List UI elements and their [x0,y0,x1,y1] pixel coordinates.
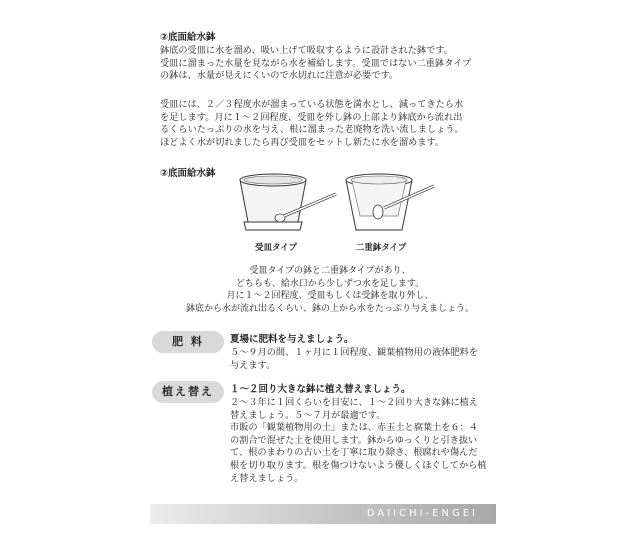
fertilizer-body: ５～９月の間、１ヶ月に１回程度、観葉植物用の液体肥料を 与えます。 [230,347,479,371]
section1-para1: 鉢底の受皿に水を溜め、吸い上げて吸収するように設計された鉢です。 受皿に溜まった水量を見ながら水を補給します。受皿ではない二重鉢タイプ の鉢は、水量が見えにくいので水切れに注意が必要です。 [160,45,472,82]
saucer-pot-illustration [232,168,342,246]
fertilizer-title: 夏場に肥料を与えましょう。 [230,334,354,345]
section2-heading: ②底面給水鉢 [160,168,216,179]
repot-label: 植え替え [152,381,224,403]
double-pot-caption: 二重鉢タイプ [355,243,407,253]
brand-name: DAIICHI-ENGEI [366,508,478,519]
footer-bar [150,504,496,524]
repot-title: １～２回り大きな鉢に植え替えましょう。 [230,384,411,395]
section1-para2: 受皿には、２／３程度水が溜まっている状態を満水とし、減ってきたら水 を足します。月に１～２回程度、受皿を外し鉢の上部より鉢底から流れ出 るくらいたっぷりの水を与え、根に溜まった老廃物を洗い流しましょう。 ほどよく水が切れましたら再び受皿をセットし新たに水を溜めます。 [160,99,464,148]
fertilizer-label: 肥 料 [152,331,224,353]
section2-text: 受皿タイプの鉢と二重鉢タイプがあり、 どちらも、給水口から少しずつ水を足します。 月に１～２回程度、受皿もしくは受鉢を取り外し、 鉢底から水が流れ出るくらい、鉢の上から水をたっぷり与えましょう。 [185,266,474,314]
section1-heading: ②底面給水鉢 [160,32,216,43]
double-pot-illustration [340,168,440,246]
repot-body: ２～３年に１回くらいを目安に、１～２回り大きな鉢に植え 替えましょう。５～７月が最適です。 市販の「観葉植物用の土」または、赤玉土と腐葉土を６：４ の割合で混ぜた土を使用します。鉢からゆっくりと引き抜い て、根のまわりの古い土を丁寧に取り除き、根腐れや傷んだ 根を切り取ります。根を傷つけないよう優しくほぐしてから植 え替えましょう。 [230,397,487,484]
saucer-type-caption: 受皿タイプ [254,243,298,253]
